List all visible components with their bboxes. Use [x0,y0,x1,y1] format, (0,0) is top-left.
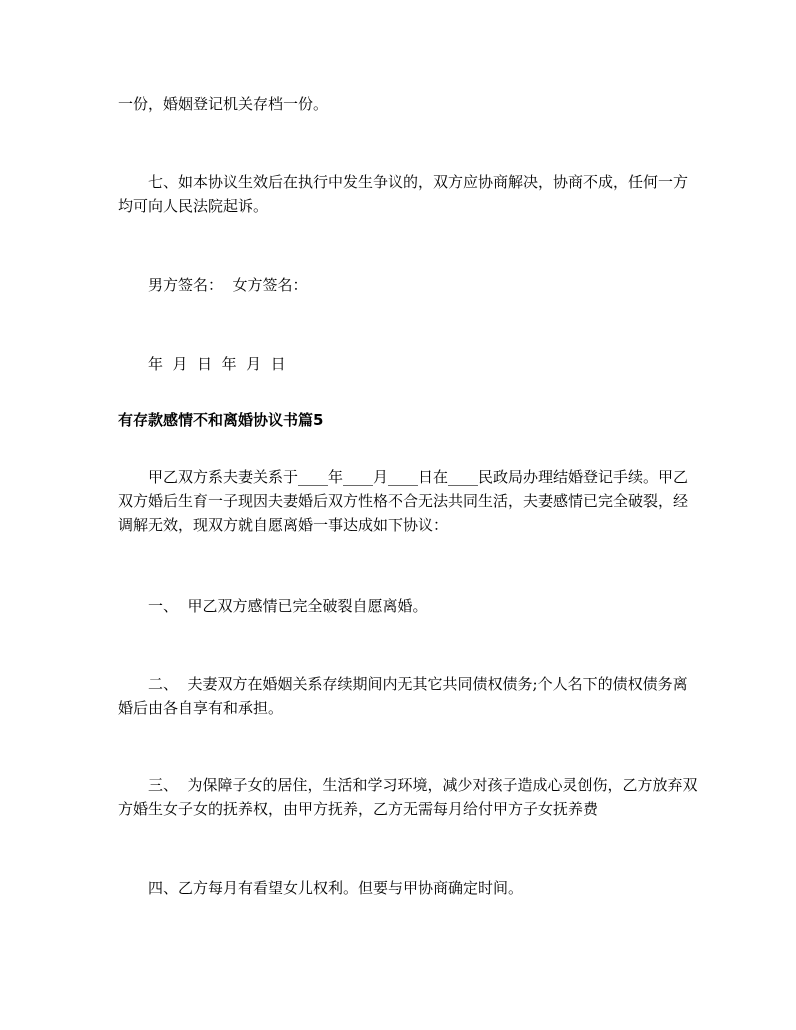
paragraph-clause-2: 二、 夫妻双方在婚姻关系存续期间内无其它共同债权债务;个人名下的债权债务离婚后由各自享有和承担。 [118,675,688,717]
paragraph-clause-3: 三、 为保障子女的居住，生活和学习环境，减少对孩子造成心灵创伤，乙方放弃双方婚生女子女的抚养权，由甲方抚养，乙方无需每月给付甲方子女抚养费 [118,776,698,818]
paragraph-clause-4: 四、乙方每月有看望女儿权利。但要与甲协商确定时间。 [148,879,524,897]
section-heading: 有存款感情不和离婚协议书篇5 [118,411,324,429]
paragraph-dates: 年 月 日 年 月 日 [148,355,286,373]
paragraph-signatures: 男方签名： 女方签名： [148,276,308,294]
paragraph-intro: 甲乙双方系夫妻关系于____年____月____日在____民政局办理结婚登记手续。甲乙双方婚后生育一子现因夫妻婚后双方性格不合无法共同生活，夫妻感情已完全破裂，经调解无效，现双方就自愿离婚一事达成如下协议： [118,468,689,534]
paragraph-clause-1: 一、 甲乙双方感情已完全破裂自愿离婚。 [148,597,428,615]
paragraph-dispute-clause: 七、如本协议生效后在执行中发生争议的，双方应协商解决，协商不成，任何一方均可向人民法院起诉。 [118,173,689,215]
paragraph-archive-copy: 一份，婚姻登记机关存档一份。 [118,95,329,113]
